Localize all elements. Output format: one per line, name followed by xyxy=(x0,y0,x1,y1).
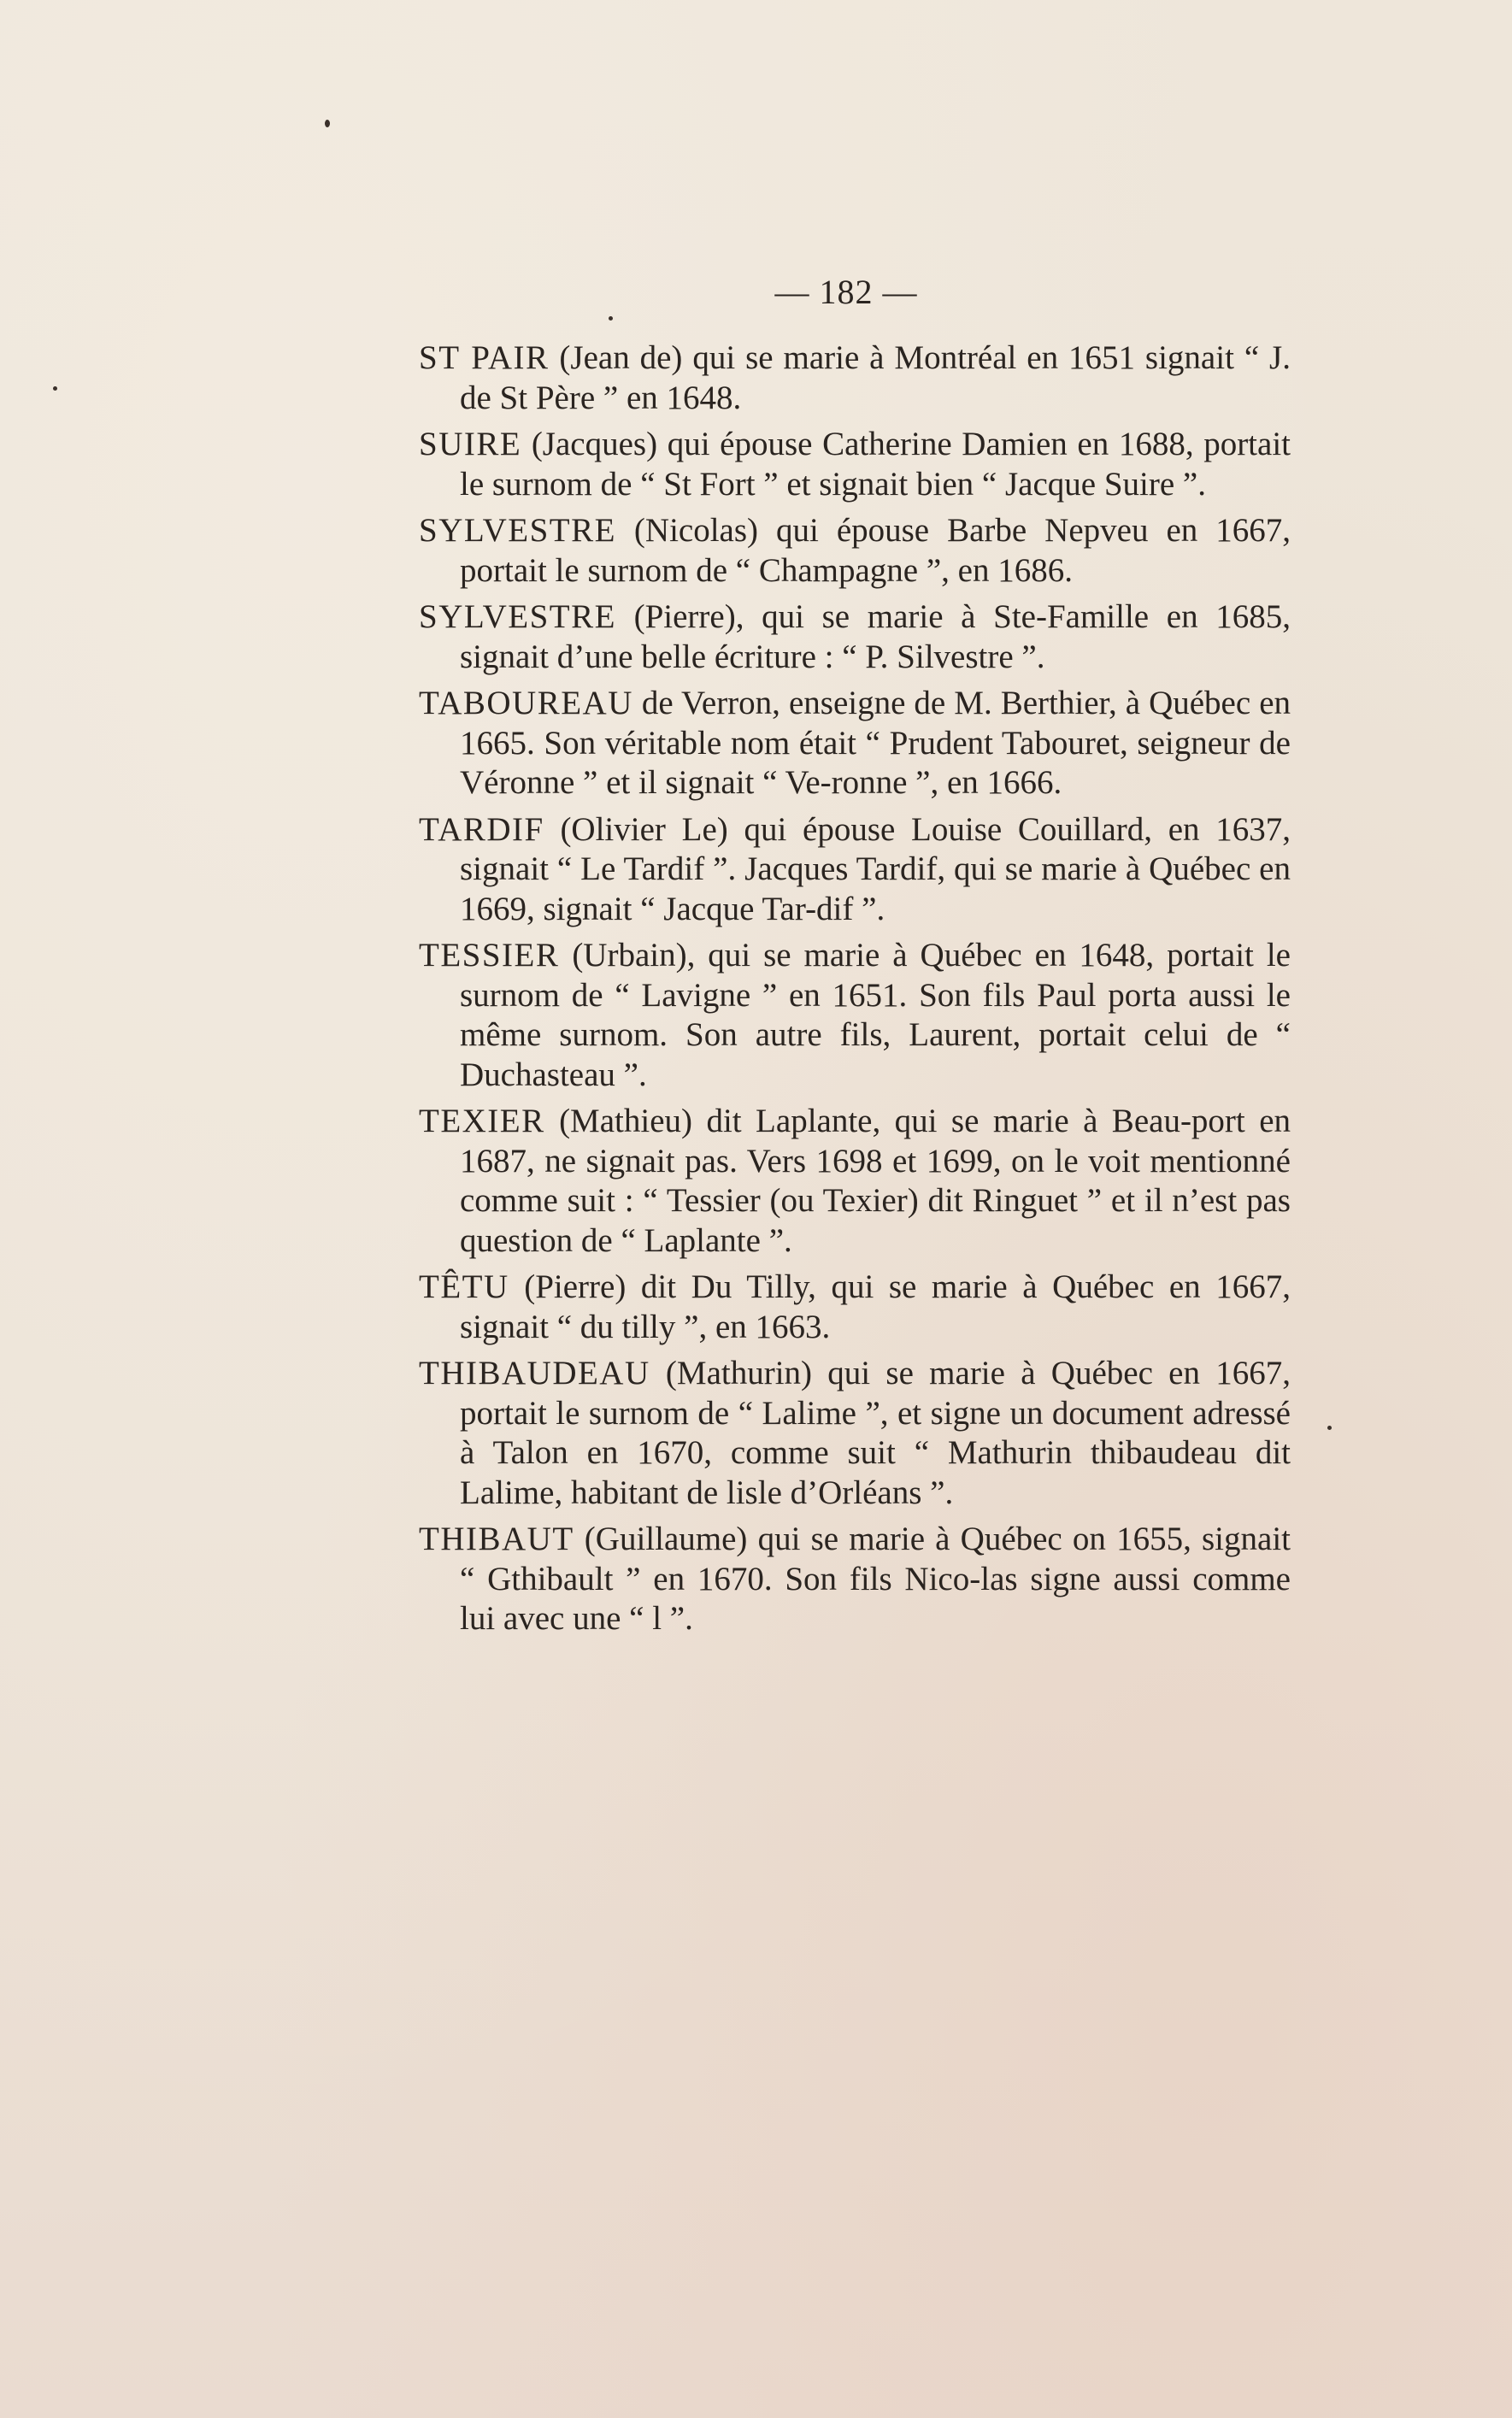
entry xyxy=(419,597,1291,677)
paper-speck xyxy=(325,120,330,127)
entry-text: (Urbain), qui se marie à Québec en 1648, portait le surnom de “ Lavigne ” en 1651. Son fils Paul porta aussi le même surnom. Son autre fils, Laurent, portait celui de “ Duchasteau ”. xyxy=(460,937,1291,1093)
entry xyxy=(419,684,1291,803)
entry-name: SYLVESTRE xyxy=(419,512,616,549)
entry xyxy=(419,338,1291,418)
paper-speck xyxy=(1327,1426,1332,1430)
paper-speck xyxy=(53,386,57,391)
entry-text: (Jean de) qui se marie à Montréal en 1651 signait “ J. de St Père ” en 1648. xyxy=(460,339,1291,416)
entry xyxy=(419,425,1291,504)
entry xyxy=(419,936,1291,1095)
page-number: — 182 — xyxy=(774,273,918,311)
entry-name: TABOUREAU xyxy=(419,685,633,721)
entry-list xyxy=(419,338,1291,1646)
entry-name: TESSIER xyxy=(419,937,560,974)
entry xyxy=(419,1102,1291,1261)
entry-name: TEXIER xyxy=(419,1103,545,1139)
entry-text: (Guillaume) qui se marie à Québec on 1655, signait “ Gthibault ” en 1670. Son fils Nico-las signe aussi comme lui avec une “ l ”. xyxy=(460,1521,1291,1637)
entry-text: (Mathurin) qui se marie à Québec en 1667, portait le surnom de “ Lalime ”, et signe un document adressé à Talon en 1670, comme suit “ Mathurin thibaudeau dit Lalime, habitant de lisle d’Orléans ”. xyxy=(460,1355,1291,1511)
entry-text: (Nicolas) qui épouse Barbe Nepveu en 1667, portait le surnom de “ Champagne ”, en 1686. xyxy=(460,512,1291,589)
entry-text: (Pierre) dit Du Tilly, qui se marie à Québec en 1667, signait “ du tilly ”, en 1663. xyxy=(460,1268,1291,1345)
entry-text: (Mathieu) dit Laplante, qui se marie à Beau-port en 1687, ne signait pas. Vers 1698 et 1699, on le voit mentionné comme suit : “ Tessier (ou Texier) dit Ringuet ” et il n’est pas question de “ Laplante ”. xyxy=(460,1103,1291,1259)
entry xyxy=(419,1520,1291,1639)
entry xyxy=(419,511,1291,591)
entry-text: (Pierre), qui se marie à Ste-Famille en 1685, signait d’une belle écriture : “ P. Silvestre ”. xyxy=(460,598,1291,675)
entry-text: (Jacques) qui épouse Catherine Damien en 1688, portait le surnom de “ St Fort ” et signait bien “ Jacque Suire ”. xyxy=(460,426,1291,503)
entry-name: THIBAUDEAU xyxy=(419,1355,650,1391)
entry-name: TARDIF xyxy=(419,810,544,848)
entry xyxy=(419,1268,1291,1347)
entry-name: THIBAUT xyxy=(419,1521,574,1557)
entry-name: SYLVESTRE xyxy=(419,598,616,635)
paper-speck xyxy=(609,316,613,321)
entry-name: SUIRE xyxy=(419,426,522,462)
entry-name: ST PAIR xyxy=(419,339,550,376)
entry-text: (Olivier Le) qui épouse Louise Couillard, en 1637, signait “ Le Tardif ”. Jacques Tardif, qui se marie à Québec en 1669, signait “ Jacque Tar-dif ”. xyxy=(460,810,1291,927)
entry xyxy=(419,810,1291,930)
entry xyxy=(419,1354,1291,1513)
entry-text: de Verron, enseigne de M. Berthier, à Québec en 1665. Son véritable nom était “ Prudent Tabouret, seigneur de Véronne ” et il signait “ Ve-ronne ”, en 1666. xyxy=(460,685,1291,801)
entry-name: TÊTU xyxy=(419,1268,509,1305)
